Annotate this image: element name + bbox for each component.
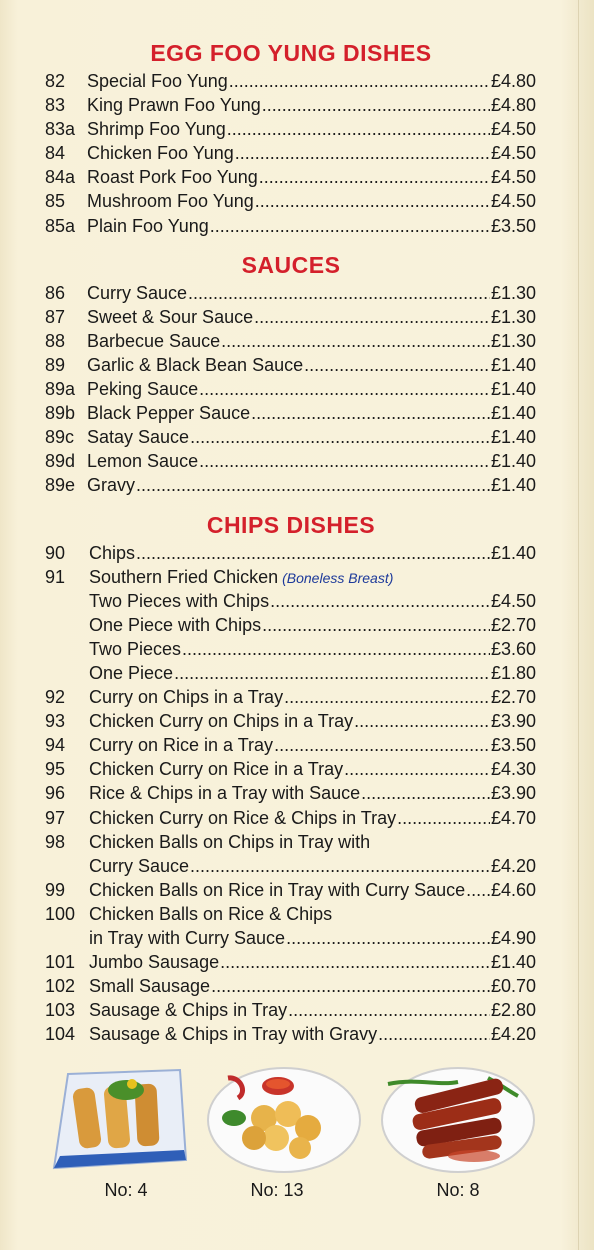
item-number: 91 bbox=[45, 566, 66, 587]
item-name: Chips bbox=[89, 542, 136, 563]
dot-leader bbox=[211, 974, 490, 998]
menu-item bbox=[0, 926, 594, 950]
item-number: 101 bbox=[45, 952, 76, 973]
menu-section bbox=[0, 38, 594, 238]
item-price: £4.50 bbox=[490, 191, 536, 212]
item-number: 97 bbox=[45, 807, 66, 828]
item-number: 93 bbox=[45, 711, 66, 732]
menu-item bbox=[0, 830, 594, 854]
menu-item bbox=[0, 69, 594, 93]
dot-leader bbox=[262, 93, 490, 117]
dot-leader bbox=[190, 425, 490, 449]
menu-item bbox=[0, 565, 594, 589]
item-name: Gravy bbox=[87, 475, 136, 496]
dot-leader bbox=[190, 854, 490, 878]
dot-leader bbox=[255, 189, 490, 213]
item-price: £2.70 bbox=[490, 687, 536, 708]
photo-caption: No: 8 bbox=[436, 1180, 480, 1200]
item-name: Garlic & Black Bean Sauce bbox=[87, 354, 304, 375]
dot-leader bbox=[361, 781, 490, 805]
item-number: 83a bbox=[45, 119, 76, 140]
menu-item bbox=[0, 117, 594, 141]
dot-leader bbox=[466, 878, 490, 902]
item-name: Sausage & Chips in Tray with Gravy bbox=[89, 1024, 378, 1045]
menu-item bbox=[0, 709, 594, 733]
menu-item bbox=[0, 854, 594, 878]
menu-item bbox=[0, 806, 594, 830]
menu-item bbox=[0, 353, 594, 377]
dot-leader bbox=[227, 117, 490, 141]
item-number: 83 bbox=[45, 95, 66, 116]
dot-leader bbox=[274, 733, 490, 757]
menu-item bbox=[0, 214, 594, 238]
dot-leader bbox=[378, 1022, 490, 1046]
item-number: 89e bbox=[45, 475, 76, 496]
item-price: £1.30 bbox=[490, 330, 536, 351]
dot-leader bbox=[182, 637, 490, 661]
item-price: £1.40 bbox=[490, 354, 536, 375]
item-price: £1.40 bbox=[490, 451, 536, 472]
item-number: 89a bbox=[45, 379, 76, 400]
item-number: 89d bbox=[45, 451, 76, 472]
dot-leader bbox=[210, 214, 490, 238]
dot-leader bbox=[199, 377, 490, 401]
item-number: 100 bbox=[45, 903, 76, 924]
menu-item bbox=[0, 541, 594, 565]
dot-leader bbox=[397, 806, 490, 830]
item-price: £4.20 bbox=[490, 855, 536, 876]
dot-leader bbox=[251, 401, 490, 425]
menu-item bbox=[0, 305, 594, 329]
item-number: 89c bbox=[45, 427, 75, 448]
menu-item bbox=[0, 189, 594, 213]
item-number: 89 bbox=[45, 354, 66, 375]
menu-item bbox=[0, 878, 594, 902]
item-price: £1.40 bbox=[490, 403, 536, 424]
item-number: 90 bbox=[45, 542, 66, 563]
item-name: Chicken Curry on Chips in a Tray bbox=[89, 711, 354, 732]
dot-leader bbox=[262, 613, 490, 637]
menu-item bbox=[0, 637, 594, 661]
item-number: 85a bbox=[45, 215, 76, 236]
item-price: £3.50 bbox=[490, 735, 536, 756]
menu-item bbox=[0, 449, 594, 473]
item-price: £2.70 bbox=[490, 614, 536, 635]
item-number: 84 bbox=[45, 143, 66, 164]
menu-item bbox=[0, 661, 594, 685]
item-name: Southern Fried Chicken bbox=[89, 566, 279, 587]
menu-item bbox=[0, 685, 594, 709]
dish-photos bbox=[0, 1060, 594, 1210]
item-number: 87 bbox=[45, 306, 66, 327]
menu-item bbox=[0, 93, 594, 117]
item-name: One Piece bbox=[89, 662, 174, 683]
dot-leader bbox=[284, 685, 490, 709]
spare-ribs-photo bbox=[378, 1056, 538, 1178]
chicken-balls-photo bbox=[204, 1058, 364, 1178]
dot-leader bbox=[304, 353, 490, 377]
item-name: Chicken Balls on Rice & Chips bbox=[89, 903, 333, 924]
item-number: 98 bbox=[45, 831, 66, 852]
item-name: in Tray with Curry Sauce bbox=[89, 928, 286, 948]
menu-item bbox=[0, 998, 594, 1022]
menu-item bbox=[0, 141, 594, 165]
menu-content bbox=[0, 38, 594, 1058]
item-number: 85 bbox=[45, 191, 66, 212]
item-price: £3.60 bbox=[490, 638, 536, 659]
item-price: £1.40 bbox=[490, 542, 536, 563]
item-name: Two Pieces bbox=[89, 638, 182, 659]
spring-rolls-photo bbox=[48, 1060, 188, 1175]
item-number: 102 bbox=[45, 976, 76, 997]
item-name: Roast Pork Foo Yung bbox=[87, 167, 258, 188]
item-name: Sweet & Sour Sauce bbox=[87, 306, 254, 327]
item-price: £2.80 bbox=[490, 1000, 536, 1021]
item-number: 88 bbox=[45, 330, 66, 351]
menu-item bbox=[0, 757, 594, 781]
item-price: £4.80 bbox=[490, 71, 536, 91]
menu-item bbox=[0, 902, 594, 926]
menu-section bbox=[0, 510, 594, 1047]
menu-item bbox=[0, 781, 594, 805]
item-price: £4.50 bbox=[490, 143, 536, 164]
dot-leader bbox=[136, 541, 490, 565]
item-name: Mushroom Foo Yung bbox=[87, 191, 254, 212]
item-price: £4.70 bbox=[490, 807, 536, 828]
menu-item bbox=[0, 733, 594, 757]
dot-leader bbox=[270, 589, 490, 613]
item-price: £0.70 bbox=[490, 976, 536, 997]
item-name: Curry on Rice in a Tray bbox=[89, 735, 274, 756]
menu-item bbox=[0, 473, 594, 497]
dot-leader bbox=[229, 69, 490, 93]
item-name: Satay Sauce bbox=[87, 427, 190, 448]
dot-leader bbox=[344, 757, 490, 781]
item-name: Special Foo Yung bbox=[87, 71, 228, 91]
item-note: (Boneless Breast) bbox=[282, 569, 394, 586]
dot-leader bbox=[235, 141, 490, 165]
menu-section bbox=[0, 250, 594, 498]
menu-item bbox=[0, 974, 594, 998]
item-number: 92 bbox=[45, 687, 66, 708]
item-name: Shrimp Foo Yung bbox=[87, 119, 226, 140]
section-title: CHIPS DISHES bbox=[206, 511, 376, 538]
item-name: Lemon Sauce bbox=[87, 451, 199, 472]
item-name: Sausage & Chips in Tray bbox=[89, 1000, 288, 1021]
dot-leader bbox=[259, 165, 490, 189]
item-number: 104 bbox=[45, 1024, 76, 1045]
item-name: Curry Sauce bbox=[89, 855, 190, 876]
menu-item bbox=[0, 281, 594, 305]
dot-leader bbox=[221, 329, 490, 353]
item-name: Jumbo Sausage bbox=[89, 952, 220, 973]
section-title: EGG FOO YUNG DISHES bbox=[150, 40, 432, 66]
dot-leader bbox=[136, 473, 490, 497]
dot-leader bbox=[286, 926, 490, 950]
item-price: £4.50 bbox=[490, 167, 536, 188]
item-name: Peking Sauce bbox=[87, 379, 199, 400]
item-name: Curry on Chips in a Tray bbox=[89, 687, 284, 708]
item-name: Small Sausage bbox=[89, 976, 211, 997]
item-number: 86 bbox=[45, 282, 66, 303]
item-name: Barbecue Sauce bbox=[87, 330, 221, 351]
photo-caption: No: 4 bbox=[104, 1180, 148, 1200]
item-price: £4.50 bbox=[490, 119, 536, 140]
dot-leader bbox=[220, 950, 490, 974]
item-price: £4.30 bbox=[490, 759, 536, 780]
photo-caption: No: 13 bbox=[250, 1180, 304, 1200]
item-price: £3.90 bbox=[490, 783, 536, 804]
item-price: £4.80 bbox=[490, 95, 536, 116]
menu-item bbox=[0, 329, 594, 353]
item-number: 82 bbox=[45, 71, 66, 91]
dot-leader bbox=[188, 281, 490, 305]
item-number: 84a bbox=[45, 167, 76, 188]
item-name: Chicken Curry on Rice & Chips in Tray bbox=[89, 807, 397, 828]
dot-leader bbox=[354, 709, 490, 733]
item-name: Two Pieces with Chips bbox=[89, 590, 270, 611]
item-name: King Prawn Foo Yung bbox=[87, 95, 261, 116]
menu-item bbox=[0, 401, 594, 425]
item-number: 89b bbox=[45, 403, 76, 424]
item-price: £4.20 bbox=[490, 1024, 536, 1045]
menu-item bbox=[0, 1022, 594, 1046]
item-name: Chicken Curry on Rice in a Tray bbox=[89, 759, 344, 780]
dot-leader bbox=[288, 998, 490, 1022]
menu-item bbox=[0, 425, 594, 449]
item-name: Chicken Foo Yung bbox=[87, 143, 234, 164]
item-price: £1.40 bbox=[490, 379, 536, 400]
item-price: £3.90 bbox=[490, 711, 536, 732]
item-name: Chicken Balls on Chips in Tray with bbox=[89, 831, 371, 852]
item-name: One Piece with Chips bbox=[89, 614, 262, 635]
item-name: Plain Foo Yung bbox=[87, 215, 209, 236]
item-price: £1.40 bbox=[490, 475, 536, 496]
item-name: Rice & Chips in a Tray with Sauce bbox=[89, 783, 361, 804]
item-price: £1.30 bbox=[490, 306, 536, 327]
dot-leader bbox=[199, 449, 490, 473]
item-number: 99 bbox=[45, 879, 66, 900]
menu-item bbox=[0, 165, 594, 189]
item-number: 96 bbox=[45, 783, 66, 804]
menu-item bbox=[0, 589, 594, 613]
item-price: £4.90 bbox=[490, 928, 536, 948]
item-price: £1.30 bbox=[490, 282, 536, 303]
item-number: 95 bbox=[45, 759, 66, 780]
item-price: £3.50 bbox=[490, 215, 536, 236]
item-number: 94 bbox=[45, 735, 66, 756]
item-price: £4.60 bbox=[490, 879, 536, 900]
menu-item bbox=[0, 950, 594, 974]
menu-item bbox=[0, 613, 594, 637]
item-name: Chicken Balls on Rice in Tray with Curry Sauce bbox=[89, 879, 466, 900]
item-name: Black Pepper Sauce bbox=[87, 403, 251, 424]
item-number: 103 bbox=[45, 1000, 76, 1021]
item-price: £4.50 bbox=[490, 590, 536, 611]
dot-leader bbox=[174, 661, 490, 685]
menu-item bbox=[0, 377, 594, 401]
item-price: £1.40 bbox=[490, 427, 536, 448]
dot-leader bbox=[254, 305, 490, 329]
item-price: £1.80 bbox=[490, 662, 536, 683]
item-name: Curry Sauce bbox=[87, 282, 188, 303]
item-price: £1.40 bbox=[490, 952, 536, 973]
section-title: SAUCES bbox=[241, 251, 341, 278]
